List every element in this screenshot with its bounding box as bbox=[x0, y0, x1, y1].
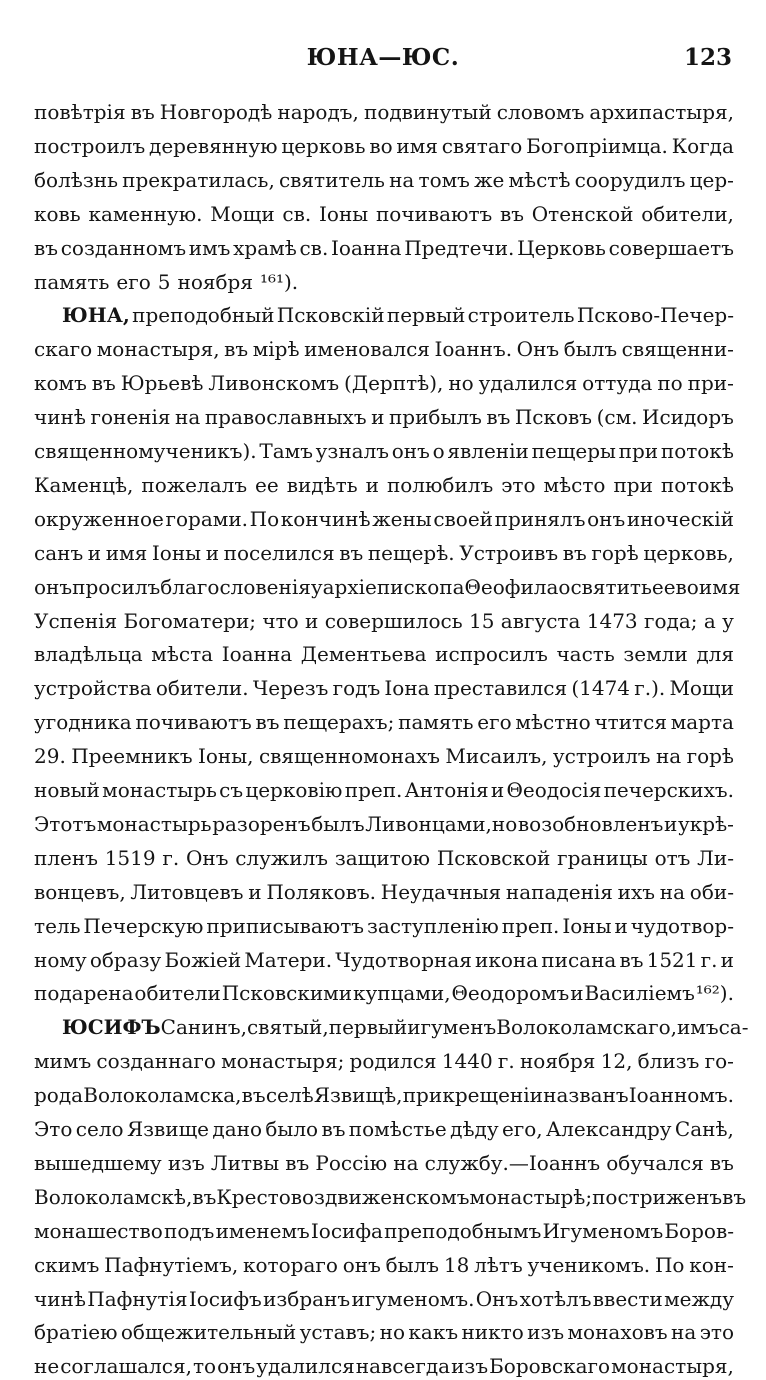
text-line: ЮНА, преподобный Псковскій первый строитель Псково-Печер- bbox=[62, 303, 734, 328]
text-line: скимъ Пафнутіемъ, котораго онъ былъ 18 лѣтъ ученикомъ. По кон- bbox=[34, 1252, 734, 1277]
text-line: устройства обители. Черезъ годъ Іона преставился (1474 г.). Мощи bbox=[34, 676, 734, 701]
text-line: священномученикъ). Тамъ узналъ онъ о явленіи пещеры при потокѣ bbox=[34, 439, 734, 463]
page-number: 123 bbox=[683, 44, 732, 71]
text-line: ковь каменную. Мощи св. Іоны почиваютъ въ Отенской обители, bbox=[34, 201, 734, 226]
text-line: тель Печерскую приписываютъ заступленію преп. Іоны и чудотвор- bbox=[34, 913, 734, 938]
text-line: Волоколамскѣ, въ Крестовоздвиженскомъ монастырѣ; постриженъ въ bbox=[34, 1184, 747, 1209]
text-line: рода Волоколамска, въ селѣ Язвищѣ, при крещеніи названъ Іоанномъ. bbox=[34, 1083, 734, 1108]
text-line: Успенія Богоматери; что и совершилось 15 августа 1473 года; а у bbox=[34, 608, 734, 633]
running-title: ЮНА—ЮС. bbox=[306, 44, 460, 71]
text-line: память его 5 ноября ¹⁶¹). bbox=[34, 269, 299, 294]
text-line: 29. Преемникъ Іоны, священномонахъ Мисаилъ, устроилъ на горѣ bbox=[34, 744, 734, 769]
text-line: монашество подъ именемъ Іосифа преподобнымъ Игуменомъ Боров- bbox=[34, 1218, 734, 1243]
text-line: братіею общежительный уставъ; но какъ никто изъ монаховъ на это bbox=[34, 1320, 734, 1345]
text-line: вонцевъ, Литовцевъ и Поляковъ. Неудачныя нападенія ихъ на оби- bbox=[34, 879, 734, 904]
text-line: построилъ деревянную церковь во имя святаго Богопріимца. Когда bbox=[34, 133, 734, 158]
text-line: пленъ 1519 г. Онъ служилъ защитою Псковской границы отъ Ли- bbox=[34, 845, 734, 870]
text-line: вышедшему изъ Литвы въ Россію на службу.—Іоаннъ обучался въ bbox=[34, 1150, 734, 1175]
text-line: окруженное горами. По кончинѣ жены своей принялъ онъ иноческій bbox=[34, 506, 734, 531]
text-line: санъ и имя Іоны и поселился въ пещерѣ. Устроивъ въ горѣ церковь, bbox=[34, 540, 734, 565]
running-header bbox=[34, 44, 732, 80]
text-line: подарена обители Псковскими купцами, Θеодоромъ и Василіемъ ¹⁶²). bbox=[34, 981, 734, 1006]
text-line: повѣтрія въ Новгородѣ народъ, подвинутый словомъ архипастыря, bbox=[34, 100, 734, 124]
text-line: ному образу Божіей Матери. Чудотворная икона писана въ 1521 г. и bbox=[34, 947, 734, 972]
text-line: владѣльца мѣста Іоанна Дементьева испросилъ часть земли для bbox=[34, 642, 734, 667]
text-line: скаго монастыря, въ мірѣ именовался Іоаннъ. Онъ былъ священни- bbox=[34, 337, 734, 362]
text-line: угодника почиваютъ въ пещерахъ; память его мѣстно чтится марта bbox=[34, 710, 734, 735]
text-line: въ созданномъ имъ храмѣ св. Іоанна Предтечи. Церковь совершаетъ bbox=[34, 235, 734, 260]
text-line: ЮСИФЪ Санинъ, святый, первый игуменъ Волоколамскаго, имъ са- bbox=[62, 1015, 749, 1040]
text-line: чинѣ Пафнутія Іосифъ избранъ игуменомъ. Онъ хотѣлъ ввести между bbox=[34, 1286, 734, 1311]
text-line: болѣзнь прекратилась, святитель на томъ же мѣстѣ соорудилъ цер- bbox=[34, 167, 734, 192]
text-line: чинѣ гоненія на православныхъ и прибылъ въ Псковъ (см. Исидоръ bbox=[34, 405, 734, 430]
text-line: Это село Язвище дано было въ помѣстье дѣду его, Александру Санѣ, bbox=[34, 1117, 734, 1141]
text-line: не соглашался, то онъ удалился навсегда изъ Боровскаго монастыря, bbox=[34, 1354, 734, 1379]
text-line: Этотъ монастырь разоренъ былъ Ливонцами,но возобновленъ и укрѣ- bbox=[34, 811, 734, 836]
text-line: мимъ созданнаго монастыря; родился 1440 г. ноября 12, близъ го- bbox=[34, 1049, 734, 1074]
text-line: новый монастырь съ церковію преп. Антонія и Θеодосія печерскихъ. bbox=[34, 778, 734, 802]
text-line: онъ просилъ благословенія у архіепископа Θеофила освятить ее во имя bbox=[34, 574, 741, 599]
text-line: Каменцѣ, пожелалъ ее видѣть и полюбилъ это мѣсто при потокѣ bbox=[34, 472, 734, 497]
text-line: комъ въ Юрьевѣ Ливонскомъ (Дерптѣ), но удалился оттуда по при- bbox=[34, 371, 734, 396]
